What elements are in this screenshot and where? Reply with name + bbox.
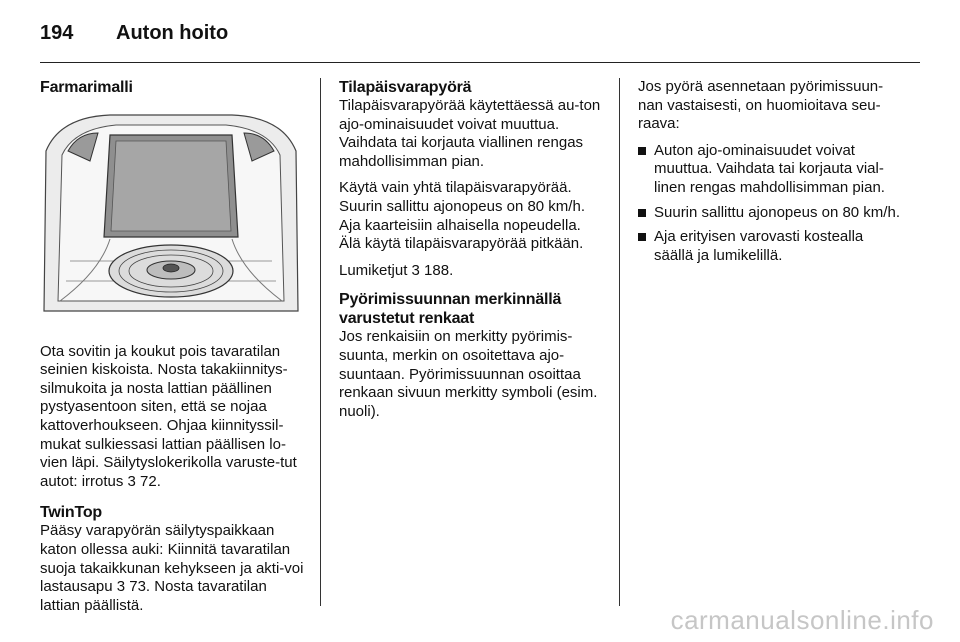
paragraph: Ota sovitin ja koukut pois tavaratilan seinien kiskoista. Nosta takakiinnitys-silmukoita ja nosta lattian päällinen pystyasentoon siten, että se nojaa kattoverhoukseen. Ohjaa kiinnityssil-mukat sulkiessasi lattian päällisen lo-vien läpi. Säilytyslokerikolla varuste-tut autot: irrotus 3 72. (40, 342, 297, 490)
list-item: Aja erityisen varovasti kostealla säällä ja lumikelillä. (638, 228, 902, 265)
chapter-title: Auton hoito (116, 22, 229, 44)
bullet-square-icon (638, 147, 646, 155)
list-item: Auton ajo-ominaisuudet voivat muuttua. Vaihdata tai korjauta vial-linen rengas mahdollisimman pian. (638, 142, 902, 198)
watermark: carmanualsonline.info (670, 605, 934, 635)
column-3 (638, 78, 902, 271)
trunk-illustration (40, 111, 302, 319)
paragraph: Lumiketjut 3 188. (339, 261, 454, 279)
column-1 (40, 78, 304, 623)
paragraph: Tilapäisvarapyörää käytettäessä au-ton ajo-ominaisuudet voivat muuttua. Vaihdata tai korjauta viallinen rengas mahdollisimman pian. (339, 97, 601, 170)
page-number: 194 (40, 22, 74, 44)
bullet-square-icon (638, 209, 646, 217)
paragraph: Jos renkaisiin on merkitty pyörimis-suunta, merkin on osoitettava ajo-suuntaan. Pyörimissuunnan osoittaa renkaan sivuun merkitty symboli (esim. nuoli). (339, 328, 598, 420)
list-item: Suurin sallittu ajonopeus on 80 km/h. (638, 204, 902, 223)
paragraph: Käytä vain yhtä tilapäisvarapyörää. Suurin sallittu ajonopeus on 80 km/h. Aja kaarteisiin alhaisella nopeudella. Älä käytä tilapäisvarapyörää pitkään. (339, 179, 585, 253)
section-heading: TwinTop (40, 504, 102, 522)
page-header (40, 18, 920, 63)
bullet-list (638, 142, 902, 266)
column-2 (339, 78, 603, 429)
column-divider (320, 78, 321, 606)
paragraph: Jos pyörä asennetaan pyörimissuun-nan vastaisesti, on huomioitava seu-raava: (638, 78, 884, 133)
bullet-square-icon (638, 233, 646, 241)
section-heading: Tilapäisvarapyörä (339, 79, 472, 96)
paragraph: Pääsy varapyörän säilytyspaikkaan katon ollessa auki: Kiinnitä tavaratilan suoja takaikkunan kehykseen ja akti-voi lastausapu 3 73. Nosta tavaratilan lattian päällistä. (40, 522, 304, 614)
column-divider (619, 78, 620, 606)
section-heading: Pyörimissuunnan merkinnällä varustetut renkaat (339, 291, 562, 328)
section-heading: Farmarimalli (40, 79, 133, 96)
